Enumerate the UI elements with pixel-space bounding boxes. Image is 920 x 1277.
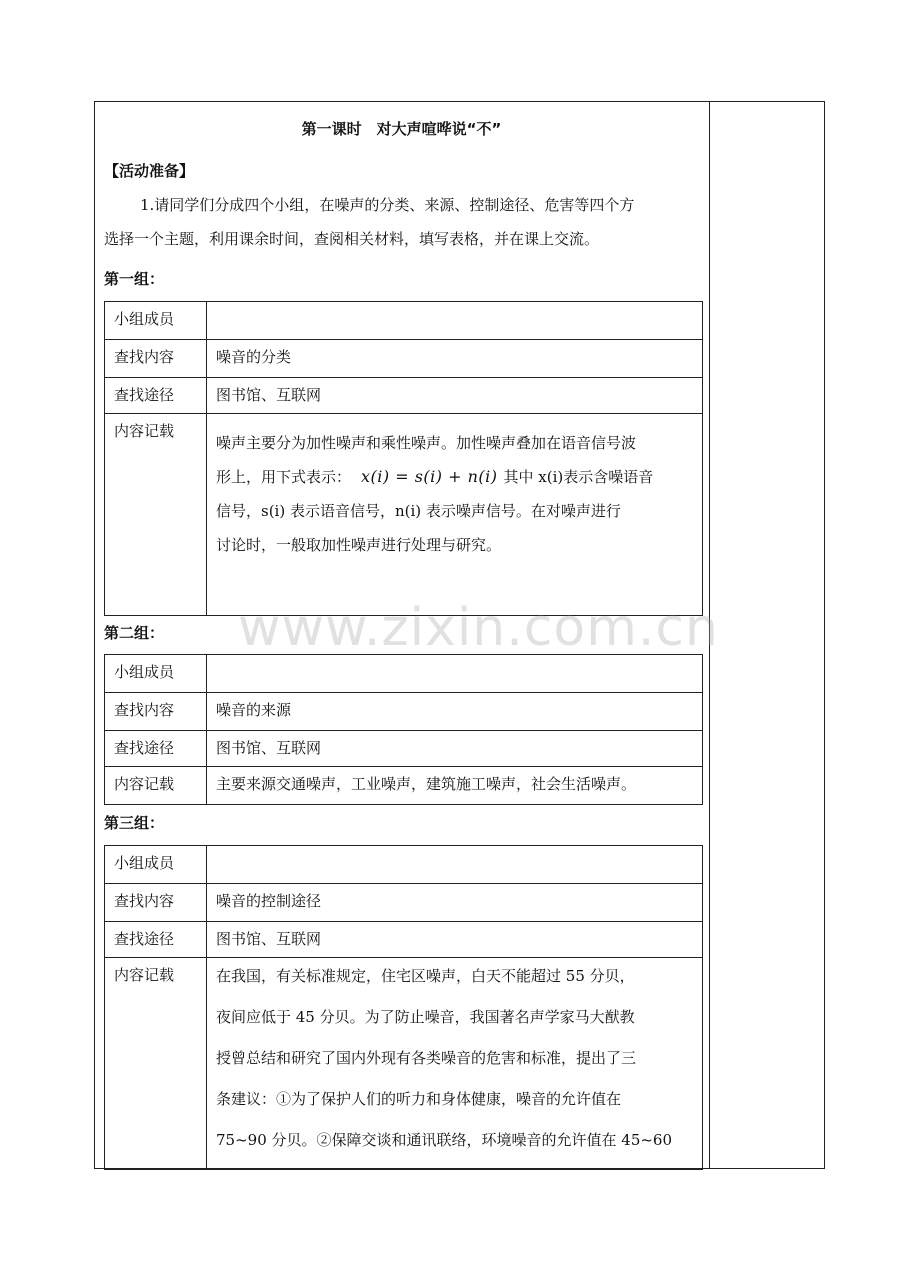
- intro-line-2: 选择一个主题，利用课余时间，查阅相关材料，填写表格，并在课上交流。: [104, 230, 600, 248]
- table-row: [105, 731, 703, 767]
- table-row: [105, 693, 703, 731]
- table-row: [105, 378, 703, 414]
- formula-trail-text: 其中 x(i)表示含噪语音: [503, 468, 654, 486]
- row-value: [207, 414, 703, 616]
- row-value: 图书馆、互联网: [207, 731, 703, 767]
- row-label: 小组成员: [105, 655, 207, 693]
- row-label: 查找内容: [105, 693, 207, 731]
- row-label: 内容记载: [105, 414, 207, 616]
- row-label: 内容记载: [105, 767, 207, 805]
- record-line-2: [216, 460, 693, 494]
- row-value: 噪音的分类: [207, 340, 703, 378]
- row-value: 图书馆、互联网: [207, 922, 703, 958]
- record-line-2: 夜间应低于 45 分贝。为了防止噪音，我国著名声学家马大猷教: [216, 1008, 635, 1026]
- table-row: [105, 414, 703, 616]
- row-value: 图书馆、互联网: [207, 378, 703, 414]
- record-line-1: 噪声主要分为加性噪声和乘性噪声。加性噪声叠加在语音信号波: [216, 434, 637, 452]
- record-line-1: 在我国，有关标准规定，住宅区噪声，白天不能超过 55 分贝，: [216, 967, 635, 985]
- group-3-table: [104, 845, 703, 1170]
- row-value: [207, 655, 703, 693]
- row-label: 查找内容: [105, 884, 207, 922]
- table-row: [105, 922, 703, 958]
- row-label: 查找内容: [105, 340, 207, 378]
- watermark: www.zixin.com.cn: [238, 598, 719, 658]
- table-row: [105, 302, 703, 340]
- row-value: [207, 846, 703, 884]
- intro-line-1: 1.请同学们分成四个小组，在噪声的分类、来源、控制途径、危害等四个方: [140, 196, 635, 214]
- row-value: [207, 958, 703, 1170]
- row-value: 噪音的控制途径: [207, 884, 703, 922]
- group-1-heading: 第一组：: [104, 270, 165, 288]
- row-label: 内容记载: [105, 958, 207, 1170]
- table-row: [105, 884, 703, 922]
- group-1-table: [104, 301, 703, 616]
- section-heading: 【活动准备】: [104, 162, 195, 180]
- table-row: [105, 340, 703, 378]
- record-line-4: 条建议：①为了保护人们的听力和身体健康，噪音的允许值在: [216, 1090, 622, 1108]
- intro-paragraph: [104, 188, 704, 256]
- row-label: 查找途径: [105, 731, 207, 767]
- row-value: 噪音的来源: [207, 693, 703, 731]
- row-label: 查找途径: [105, 922, 207, 958]
- formula-lead-text: 形上，用下式表示：: [216, 468, 352, 486]
- table-row: [105, 655, 703, 693]
- table-row: [105, 767, 703, 805]
- record-line-4: 讨论时，一般取加性噪声进行处理与研究。: [216, 536, 502, 554]
- page-title: 第一课时 对大声喧哗说“不”: [301, 120, 502, 138]
- group-2-heading: 第二组：: [104, 624, 165, 642]
- group-2-table: [104, 654, 703, 805]
- row-value: [207, 302, 703, 340]
- record-line-3: 授曾总结和研究了国内外现有各类噪音的危害和标准，提出了三: [216, 1049, 637, 1067]
- table-row: [105, 846, 703, 884]
- row-value: 主要来源交通噪声，工业噪声，建筑施工噪声，社会生活噪声。: [207, 767, 703, 805]
- table-row: [105, 958, 703, 1170]
- row-label: 查找途径: [105, 378, 207, 414]
- noise-formula: x(i) = s(i) + n(i): [361, 467, 498, 486]
- row-label: 小组成员: [105, 302, 207, 340]
- group-3-heading: 第三组：: [104, 814, 165, 832]
- record-line-5: 75~90 分贝。②保障交谈和通讯联络，环境噪音的允许值在 45~60: [216, 1131, 673, 1149]
- row-label: 小组成员: [105, 846, 207, 884]
- record-line-3: 信号，s(i) 表示语音信号，n(i) 表示噪声信号。在对噪声进行: [216, 502, 621, 520]
